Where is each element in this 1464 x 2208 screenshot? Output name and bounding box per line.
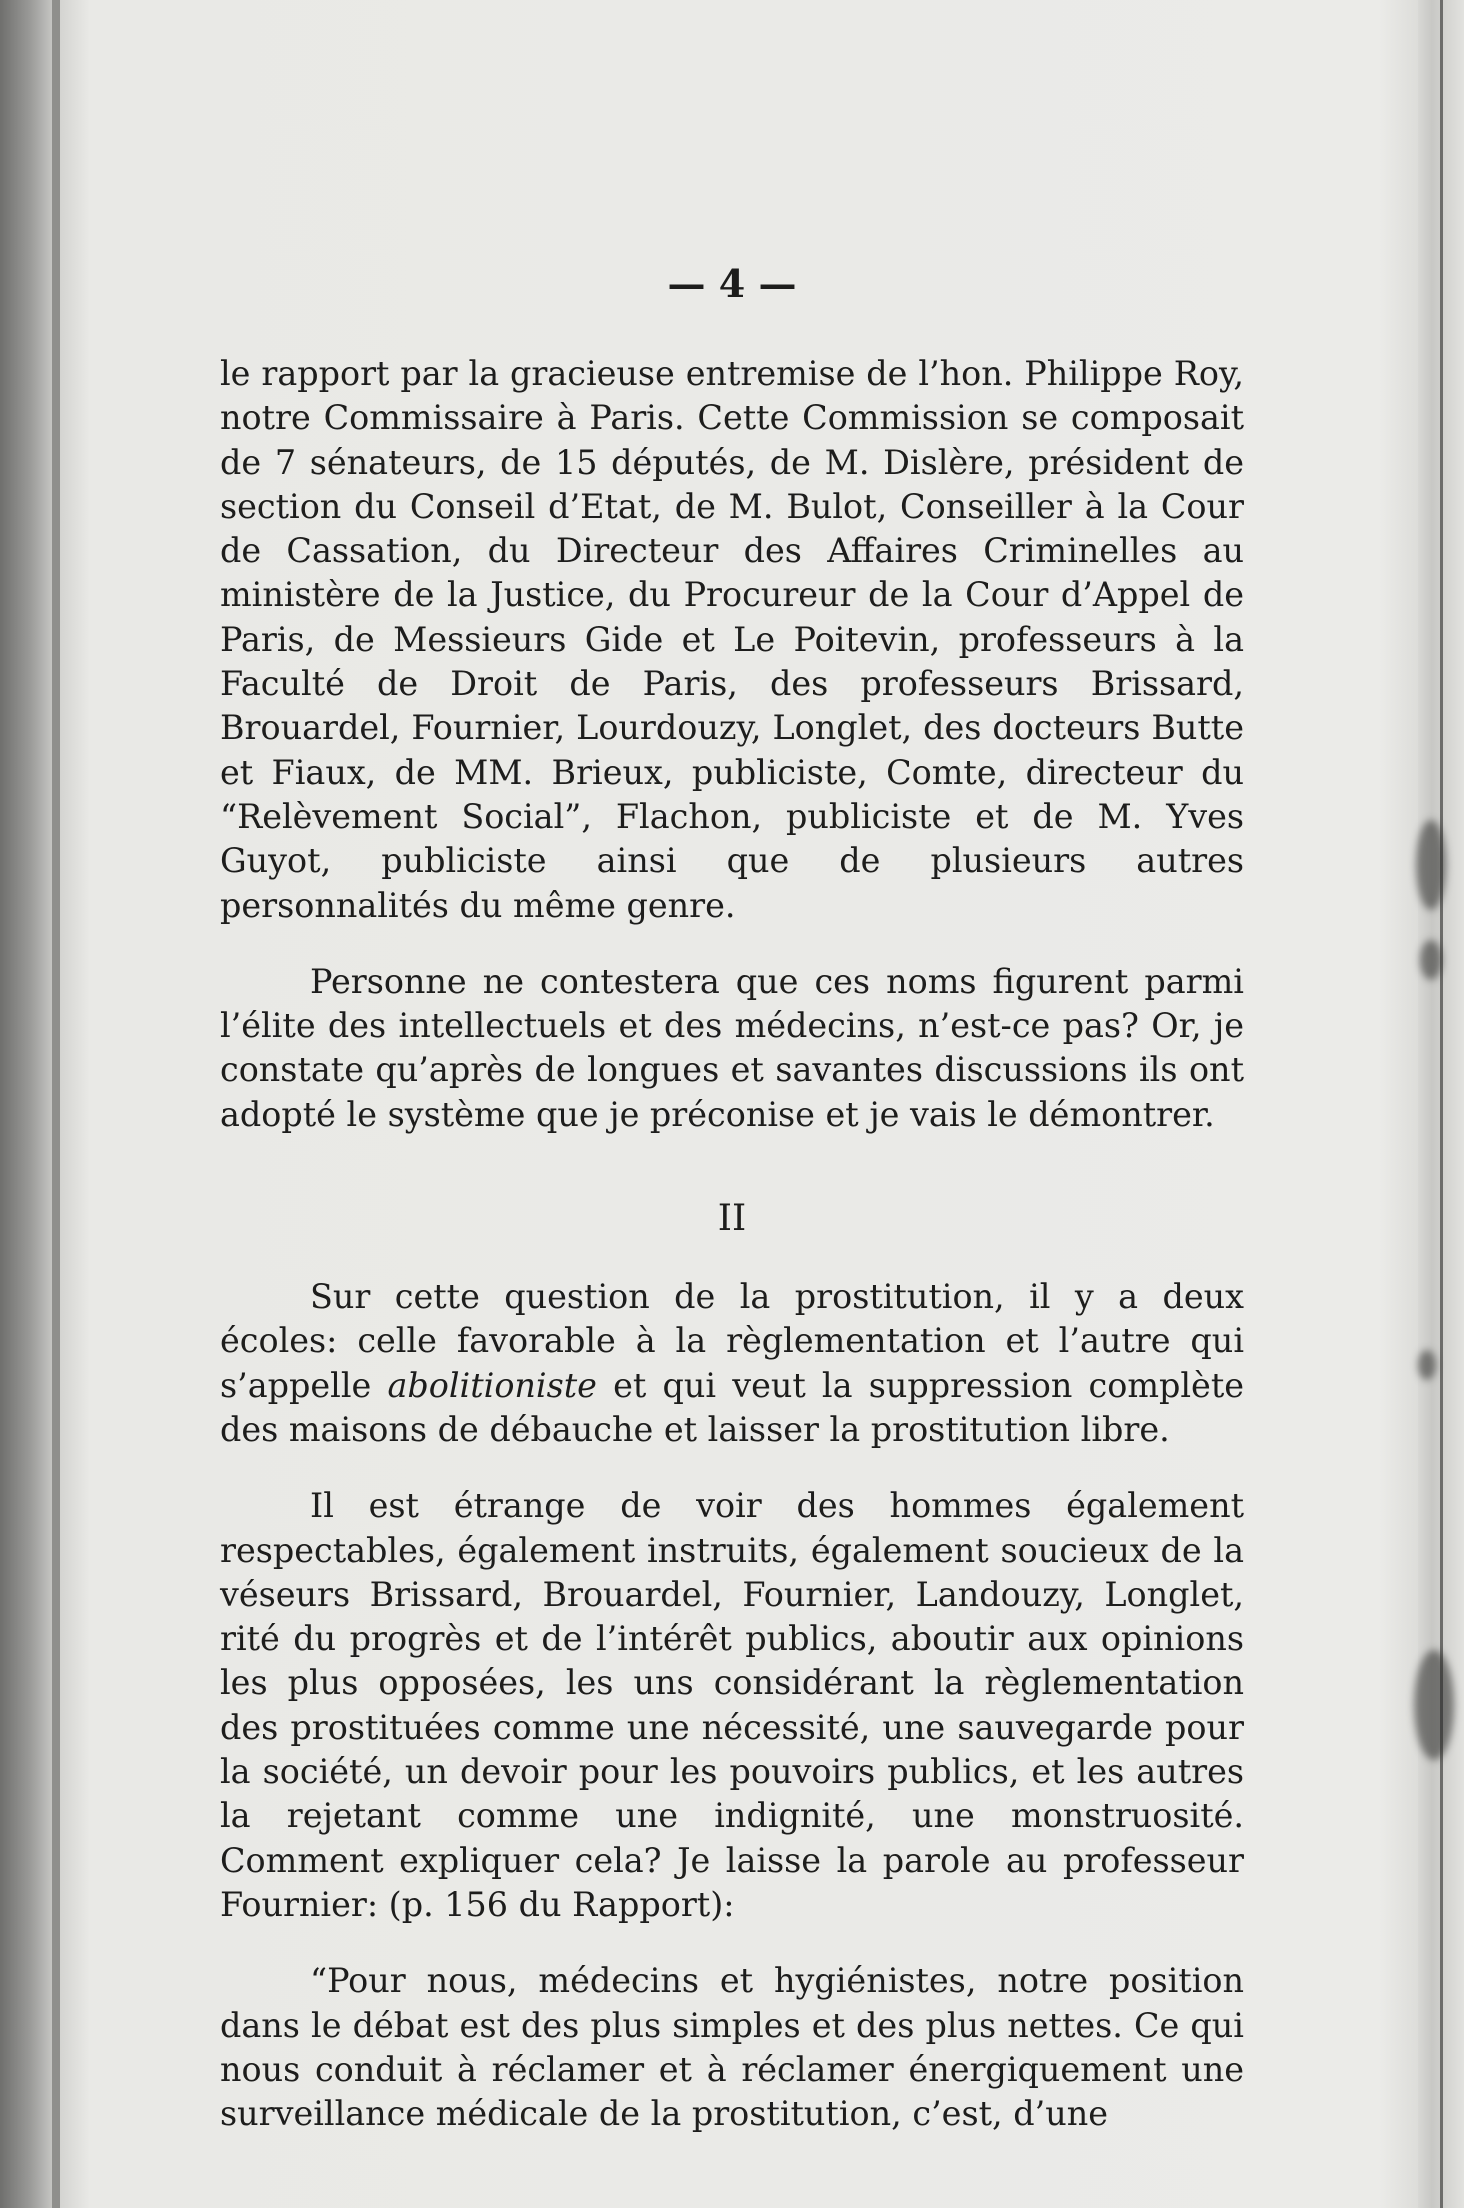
ink-stain	[1414, 1650, 1454, 1760]
page-fold-line	[1440, 0, 1443, 2208]
page-content	[220, 262, 1244, 2136]
page-number: — 4 —	[667, 261, 797, 306]
paragraph-2: Personne ne contestera que ces noms figurent parmi l’élite des intellectuels et des médecins, n’est-ce pas? Or, je constate qu’après de longues et savantes discussions ils ont adopté le système que je préconise et je vais le démontrer.	[220, 961, 1244, 1134]
paragraph-3-text-end: et qui veut la suppression complète des maisons de débauche et laisser la prostitution libre.	[220, 1365, 1244, 1449]
paragraph-1: le rapport par la gracieuse entremise de l’hon. Philippe Roy, notre Commissaire à Paris. Cette Commission se composait de 7 sénateurs, de 15 députés, de M. Dislère, président de section du Conseil d’Etat, de M. Bulot, Conseiller à la Cour de Cassation, du Directeur des Affaires Criminelles au ministère de la Justice, du Procureur de la Cour d’Appel de Paris, de Messieurs Gide et Le Poitevin, professeurs à la Faculté de Droit de Paris, des professeurs Brissard, Brouardel, Fournier, Lourdouzy, Longlet, des docteurs Butte et Fiaux, de MM. Brieux, publiciste, Comte, directeur du “Relèvement Social”, Flachon, publiciste et de M. Yves Guyot, publiciste ainsi que de plusieurs autres personnalités du même genre.	[220, 354, 1244, 925]
paragraph-3-text-start: Sur cette question de la prostitution, il y a deux écoles: celle favorable à la règlementation et l’autre qui s’appelle	[220, 1277, 1244, 1405]
paragraph-4: Il est étrange de voir des hommes également respectables, également instruits, également soucieux de la véseurs Brissard, Brouardel, Fournier, Landouzy, Longlet, rité du progrès et de l’intérêt publics, aboutir aux opinions les plus opposées, les uns considérant la règlementation des prostituées comme une nécessité, une sauvegarde pour la société, un devoir pour les pouvoirs publics, et les autres la rejetant comme une indignité, une monstruosité. Comment expliquer cela? Je laisse la parole au professeur Fournier: (p. 156 du Rapport):	[220, 1486, 1244, 1924]
ink-stain	[1418, 1350, 1436, 1380]
paragraph-3	[220, 1275, 1244, 1452]
ink-stain	[1420, 940, 1442, 980]
section-heading: II	[717, 1198, 747, 1240]
paragraph-5-quote: “Pour nous, médecins et hygiénistes, notre position dans le débat est des plus simples et des plus nettes. Ce qui nous conduit à réclamer et à réclamer énergiquement une surveillance médicale de la prostitution, c’est, d’une	[220, 1961, 1244, 2134]
ink-stain	[1416, 820, 1446, 910]
binding-edge	[52, 0, 60, 2208]
paragraph-3-italic-term: abolitioniste	[387, 1365, 597, 1405]
